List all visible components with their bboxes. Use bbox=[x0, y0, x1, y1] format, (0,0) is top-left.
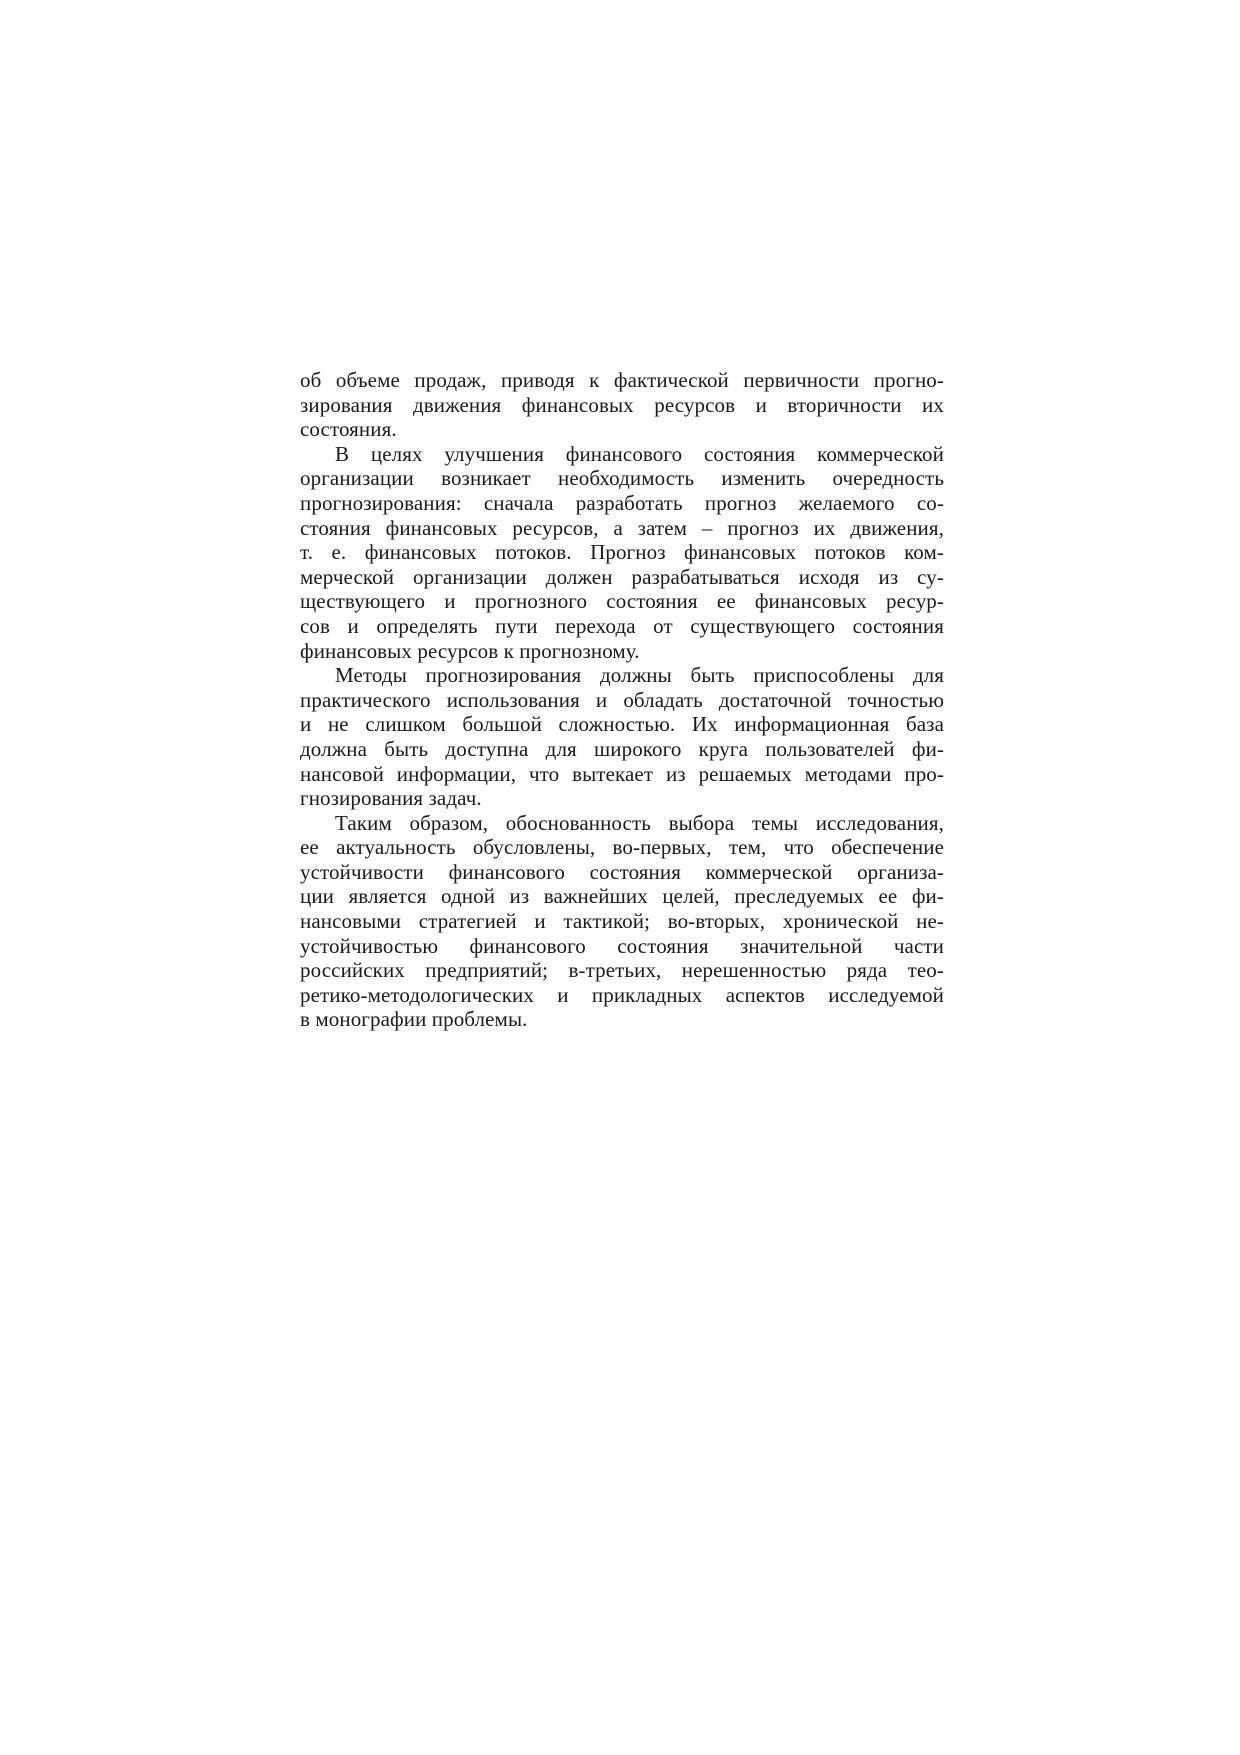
text-line: Методы прогнозирования должны быть приспособлены для bbox=[335, 663, 944, 688]
text-line: устойчивости финансового состояния коммерческой организа- bbox=[300, 859, 944, 884]
paragraph-1 bbox=[300, 368, 944, 442]
text-line: гнозирования задач. bbox=[300, 786, 482, 811]
text-line: и не слишком большой сложностью. Их информационная база bbox=[300, 712, 944, 737]
text-line: практического использования и обладать достаточной точностью bbox=[300, 687, 944, 712]
text-line: Таким образом, обоснованность выбора темы исследования, bbox=[335, 810, 944, 835]
text-line: устойчивостью финансового состояния значительной части bbox=[300, 933, 944, 958]
text-line: об объеме продаж, приводя к фактической первичности прогно- bbox=[300, 368, 944, 392]
text-line: ществующего и прогнозного состояния ее финансовых ресур- bbox=[300, 589, 944, 614]
paragraph-2 bbox=[300, 442, 944, 663]
text-line: т. е. финансовых потоков. Прогноз финансовых потоков ком- bbox=[300, 540, 944, 565]
text-line: финансовых ресурсов к прогнозному. bbox=[300, 638, 640, 663]
text-line: нансовой информации, что вытекает из решаемых методами про- bbox=[300, 761, 944, 786]
text-line: российских предприятий; в-третьих, нерешенностью ряда тео- bbox=[300, 958, 944, 983]
text-line: организации возникает необходимость изменить очередность bbox=[300, 466, 944, 491]
paragraph-3 bbox=[300, 663, 944, 811]
text-line: нансовыми стратегией и тактикой; во-вторых, хронической не- bbox=[300, 909, 944, 934]
text-line: стояния финансовых ресурсов, а затем – прогноз их движения, bbox=[300, 515, 944, 540]
text-line: должна быть доступна для широкого круга пользователей фи- bbox=[300, 736, 944, 761]
text-line: состояния. bbox=[300, 417, 397, 442]
text-line: В целях улучшения финансового состояния коммерческой bbox=[335, 441, 944, 466]
text-line: прогнозирования: сначала разработать прогноз желаемого со- bbox=[300, 490, 944, 515]
body-text bbox=[300, 368, 944, 1032]
text-line: ее актуальность обусловлены, во-первых, тем, что обеспечение bbox=[300, 835, 944, 860]
text-line: ретико-методологических и прикладных аспектов исследуемой bbox=[300, 982, 944, 1007]
text-line: ции является одной из важнейших целей, преследуемых ее фи- bbox=[300, 884, 944, 909]
text-line: мерческой организации должен разрабатываться исходя из су- bbox=[300, 564, 944, 589]
text-line: в монографии проблемы. bbox=[300, 1007, 528, 1032]
text-line: сов и определять пути перехода от существующего состояния bbox=[300, 613, 944, 638]
text-line: зирования движения финансовых ресурсов и вторичности их bbox=[300, 392, 944, 417]
paragraph-4 bbox=[300, 811, 944, 1032]
